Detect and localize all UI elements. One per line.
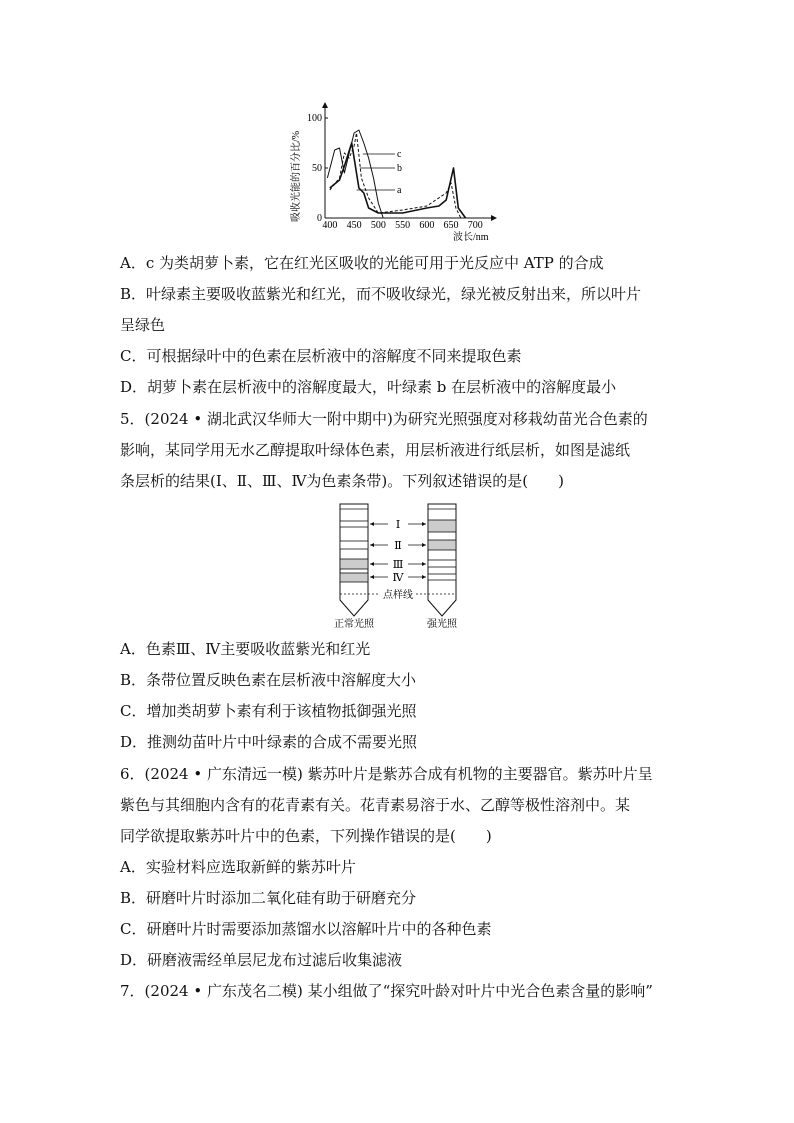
curve-c	[327, 130, 383, 218]
q6-option-4: D．研磨液需经单层尼龙布过滤后收集滤液	[120, 951, 403, 969]
q6-stem-line-1: 6．(2024 • 广东清远一模) 紫苏叶片是紫苏合成有机物的主要器官。紫苏叶片呈	[120, 765, 653, 783]
band-II-left	[340, 541, 368, 549]
band-label-3: Ⅲ	[392, 559, 404, 571]
q6-option-1: A．实验材料应选取新鲜的紫苏叶片	[120, 858, 356, 876]
band-arrowhead	[370, 575, 374, 579]
x-axis-arrow	[491, 215, 497, 221]
band-arrowhead	[370, 562, 374, 566]
q4-text-line-3: 呈绿色	[120, 316, 166, 334]
left-strip-caption: 正常光照	[334, 619, 374, 630]
band-IV-right	[428, 574, 456, 580]
y-axis-label: 吸收光能的百分比/%	[291, 130, 302, 222]
band-arrowhead	[422, 543, 426, 547]
band-I-right	[428, 520, 456, 532]
q4-text-line-1: A．c 为类胡萝卜素，它在红光区吸收的光能可用于光反应中 ATP 的合成	[120, 254, 604, 272]
x-tick-label: 650	[443, 220, 459, 231]
q5-option-4: D．推测幼苗叶片中叶绿素的合成不需要光照	[120, 733, 418, 751]
x-tick-label: 450	[346, 220, 362, 231]
curve-label-a: a	[397, 185, 402, 196]
right-paper-strip	[428, 504, 456, 616]
y-tick-label: 0	[317, 213, 322, 224]
x-axis-label: 波长/nm	[453, 232, 489, 243]
band-arrowhead	[370, 522, 374, 526]
q5-option-2: B．条带位置反映色素在层析液中溶解度大小	[120, 671, 417, 689]
curve-label-c: c	[397, 149, 402, 160]
band-label-1: Ⅰ	[395, 519, 401, 531]
band-II-right	[428, 540, 456, 550]
q5-option-3: C．增加类胡萝卜素有利于该植物抵御强光照	[120, 702, 417, 720]
q7-stem-line-1: 7．(2024 • 广东茂名二模) 某小组做了“探究叶龄对叶片中光合色素含量的影响”	[120, 982, 653, 1000]
q6-stem-line-3: 同学欲提取紫苏叶片中的色素，下列操作错误的是( )	[120, 827, 492, 845]
band-I-left	[340, 521, 368, 527]
x-tick-label: 700	[467, 220, 483, 231]
x-tick-label: 400	[322, 220, 338, 231]
band-arrowhead	[422, 562, 426, 566]
band-label-4: Ⅳ	[392, 572, 404, 584]
band-label-2: Ⅱ	[394, 540, 402, 552]
band-III-left	[340, 559, 368, 569]
absorption-spectrum-chart	[285, 100, 505, 245]
y-tick-label: 100	[307, 113, 322, 124]
q4-text-line-4: C．可根据绿叶中的色素在层析液中的溶解度不同来提取色素	[120, 347, 522, 365]
band-IV-left	[340, 573, 368, 582]
q6-stem-line-2: 紫色与其细胞内含有的花青素有关。花青素易溶于水、乙醇等极性溶剂中。某	[120, 796, 631, 814]
x-tick-label: 550	[395, 220, 411, 231]
q4-text-line-2: B．叶绿素主要吸收蓝紫光和红光，而不吸收绿光，绿光被反射出来，所以叶片	[120, 285, 642, 303]
origin-line-label: 点样线	[383, 590, 413, 601]
y-axis-arrow	[322, 102, 328, 108]
q4-text-line-5: D．胡萝卜素在层析液中的溶解度最大，叶绿素 b 在层析液中的溶解度最小	[120, 378, 617, 396]
band-III-right	[428, 560, 456, 567]
q6-option-2: B．研磨叶片时添加二氧化硅有助于研磨充分	[120, 889, 417, 907]
y-tick-label: 50	[312, 163, 322, 174]
band-arrowhead	[422, 522, 426, 526]
q5-option-1: A．色素Ⅲ、Ⅳ主要吸收蓝紫光和红光	[120, 640, 371, 658]
q5-stem-line-2: 影响，某同学用无水乙醇提取叶绿体色素，用层析液进行纸层析，如图是滤纸	[120, 441, 631, 459]
x-tick-label: 500	[370, 220, 386, 231]
left-paper-strip	[340, 504, 368, 616]
q6-option-3: C．研磨叶片时需要添加蒸馏水以溶解叶片中的各种色素	[120, 920, 492, 938]
x-tick-label: 600	[419, 220, 435, 231]
curve-b	[330, 133, 461, 218]
band-arrowhead	[422, 575, 426, 579]
q5-stem-line-1: 5．(2024 • 湖北武汉华师大一附中期中)为研究光照强度对移栽幼苗光合色素的	[120, 410, 648, 428]
q5-stem-line-3: 条层析的结果(Ⅰ、Ⅱ、Ⅲ、Ⅳ为色素条带)。下列叙述错误的是( )	[120, 472, 564, 490]
chromatography-figure	[328, 500, 468, 630]
curve-label-b: b	[397, 163, 402, 174]
band-arrowhead	[370, 543, 374, 547]
right-strip-caption: 强光照	[427, 619, 457, 630]
